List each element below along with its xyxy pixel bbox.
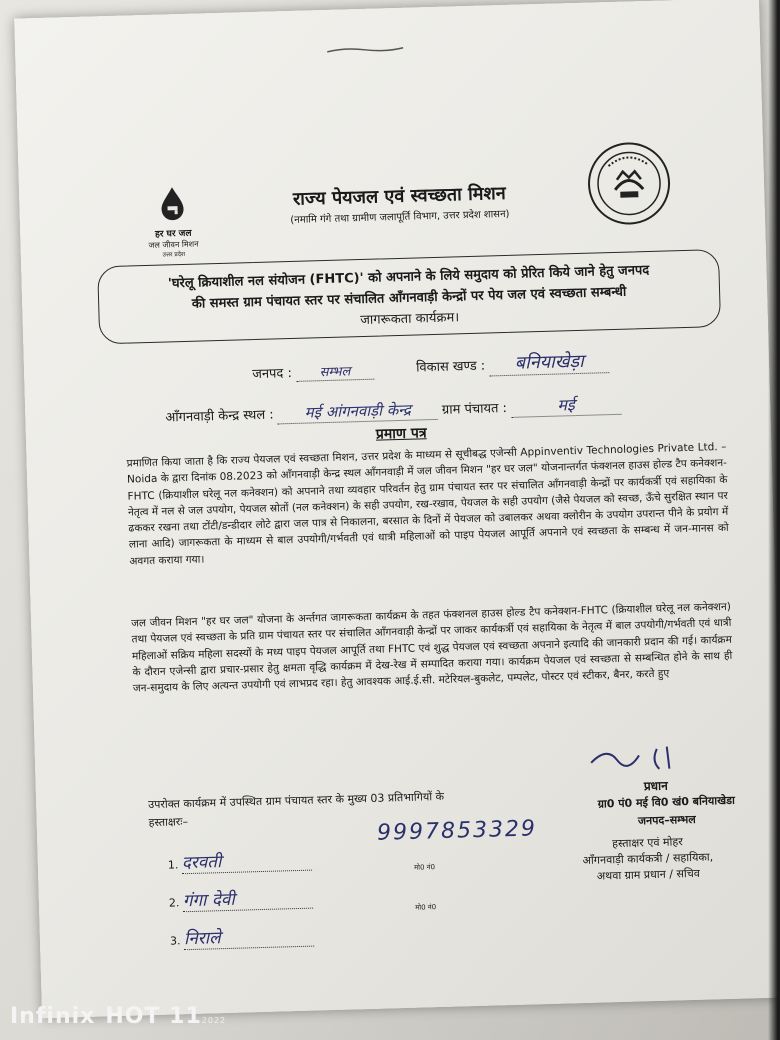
mobile-label-2: मो0 नं0 <box>415 903 437 912</box>
camera-year: 2022 <box>201 1016 227 1025</box>
certificate-paragraph-2: जल जीवन मिशन "हर घर जल" योजना के अर्न्तगत जागरूकता कार्यक्रम के तहत फंक्शनल हाउस होल्ड टैप कनेक्शन-FHTC (क्रियाशील घरेलू नल कनेक्शन) तथा पेयजल एवं स्वच्छता के प्रति ग्राम पंचायत स्तर पर संचालित आँगनवाड़ी केन्द्रों पर जाकर कार्यकर्त्री एवं सहायिका के नेतृत्व में बाल उपयोगी/गर्भवती एवं धात्री महिलाओं सक्रिय महिला सदस्यों के मध्य पाइप पेयजल आपूर्ति तथा FHTC एवं शुद्ध पेयजल एवं स्वच्छता अपनाने इत्यादि की जानकारी प्रदान की गई। कार्यक्रम के दौरान एजेन्सी द्वारा प्रचार-प्रसार हेतु क्षमता वृद्धि कार्यक्रम में देख-रेख में सम्पादित कराया गया। कार्यक्रम पेयजल एवं स्वच्छता से सम्बन्धित होने के साथ ही जन-समुदाय के लिए अत्यन्त उपयोगी एवं लाभप्रद रहा। हेतु आवश्यक आई.ई.सी. मटेरियल-बुकलेट, पम्पलेट, पोस्टर एवं स्टीकर, बैनर, करते हुए <box>130 600 733 695</box>
right-caption-3: अथवा ग्राम प्रधान / सचिव <box>596 866 701 883</box>
camera-model: HOT 11 <box>105 1004 202 1029</box>
pradhan-stamp-title: प्रधान <box>643 778 669 794</box>
participant-2-num: 2. <box>168 896 180 910</box>
signature-label: हस्ताक्षरः– <box>148 815 189 830</box>
certificate-paragraph-1: प्रमाणित किया जाता है कि राज्य पेयजल एवं स्वच्छता मिशन, उत्तर प्रदेश के माध्यम से सूचीबद्ध एजेन्सी Appinventiv Technologies Private Ltd. – Noida के द्वारा दिनांक 08.2023 को आँगनवाड़ी केन्द्र स्थल आँगनवाड़ी में जल जीवन मिशन "हर घर जल" योजनान्तर्गत फंक्शनल हाउस होल्ड टैप कनेक्शन-FHTC (क्रियाशील घरेलू नल कनेक्शन) को अपनाने तथा व्यवहार परिवर्तन हेतु ग्राम पंचायत स्तर पर संचालित आँगनवाड़ी केन्द्रों पर कार्यकर्त्री एवं सहायिका के नेतृत्व में नल से जल उपयोग, पेयजल स्रोतों (नल कनेक्शन) के सही उपयोग, रख-रखाव, पेयजल के सही उपयोग (जैसे पेयजल को स्वच्छ, ऊँचे सुरक्षित स्थान पर ढककर रखना तथा टोंटी/डन्डीदार लोटे द्वारा जल पात्र से निकालना, बरसात के दिनों में पेयजल को उबालकर अथवा क्लोरीन के उपयोग उपरान्त पीने के प्रयोग में लाना आदि) जागरूकता के माध्यम से बाल उपयोगी/गर्भवती एवं धात्री महिलाओं को पाइप पेयजल आपूर्ति अपनाने एवं स्वच्छता के सम्बन्ध में जन-मानस को अवगत कराया गया। <box>126 440 729 568</box>
participants-intro: उपरोक्त कार्यक्रम में उपस्थित ग्राम पंचायत स्तर के मुख्य 03 प्रतिभागियों के <box>148 789 445 812</box>
right-caption-1: हस्ताक्षर एवं मोहर <box>611 835 683 851</box>
camera-watermark <box>10 1004 226 1029</box>
centre-label: आँगनवाड़ी केन्द्र स्थल : <box>165 407 274 426</box>
mobile-label-1: मो0 नं0 <box>413 863 436 872</box>
camera-brand: Infinix <box>10 1004 96 1029</box>
mission-title: राज्य पेयजल एवं स्वच्छता मिशन <box>292 182 506 210</box>
participant-1-num: 1. <box>167 858 179 872</box>
mission-subtitle: (नमामि गंगे तथा ग्रामीण जलापूर्ति विभाग, उत्तर प्रदेश शासन) <box>290 208 510 226</box>
district-value: सम्भल <box>319 364 351 381</box>
program-line-3: जागरूकता कार्यक्रम। <box>360 310 460 329</box>
document-paper <box>14 0 780 1018</box>
participant-1-signature: दरवती <box>181 847 312 875</box>
centre-field <box>165 392 621 428</box>
participant-3-signature: निराले <box>184 923 315 951</box>
pradhan-stamp-line-2: जनपद–सम्भल <box>637 812 696 828</box>
centre-value: मई आंगनवाड़ी केन्द्र <box>304 400 412 422</box>
har-ghar-jal-logo <box>127 185 219 259</box>
certificate-title: प्रमाण पत्र <box>375 425 427 443</box>
scribble-mark <box>325 44 405 56</box>
program-line-1: 'घरेलू क्रियाशील नल संयोजन (FHTC)' को अपनाने के लिये समुदाय को प्रेरित किये जाने हेतु जनपद <box>167 262 650 292</box>
district-field <box>252 361 374 383</box>
participant-2-signature: गंगा देवी <box>183 885 314 913</box>
block-label: विकास खण्ड : <box>415 358 486 376</box>
program-line-2: की समस्त ग्राम पंचायत स्तर पर संचालित आँगनवाड़ी केन्द्रों पर पेय जल एवं स्वच्छता सम्बन्धी <box>191 284 627 312</box>
block-field <box>416 348 610 378</box>
logo-text-2: जल जीवन मिशन <box>148 239 199 250</box>
photo-edge-shadow <box>768 0 780 1040</box>
phone-number: 9997853329 <box>376 816 538 846</box>
panchayat-value: मई <box>557 395 576 415</box>
logo-text-1: हर घर जल <box>154 228 192 240</box>
logo-text-3: उत्तर प्रदेश <box>162 250 186 259</box>
participant-3-num: 3. <box>169 934 181 948</box>
participant-2 <box>169 885 314 913</box>
panchayat-label: ग्राम पंचायत : <box>441 400 508 418</box>
district-label: जनपद : <box>252 365 293 383</box>
up-government-seal <box>586 140 672 226</box>
pradhan-stamp-line-1: ग्रा0 पं0 मई वि0 खं0 बनियाखेडा <box>597 793 736 811</box>
pradhan-signature <box>587 740 698 777</box>
block-value: बनियाखेड़ा <box>514 350 585 374</box>
participant-3 <box>170 923 315 951</box>
right-caption-2: आँगनवाड़ी कार्यकत्री / सहायिका, <box>582 850 714 868</box>
water-drop-icon <box>157 186 188 221</box>
participant-1 <box>167 847 312 875</box>
program-title-box <box>97 249 721 344</box>
